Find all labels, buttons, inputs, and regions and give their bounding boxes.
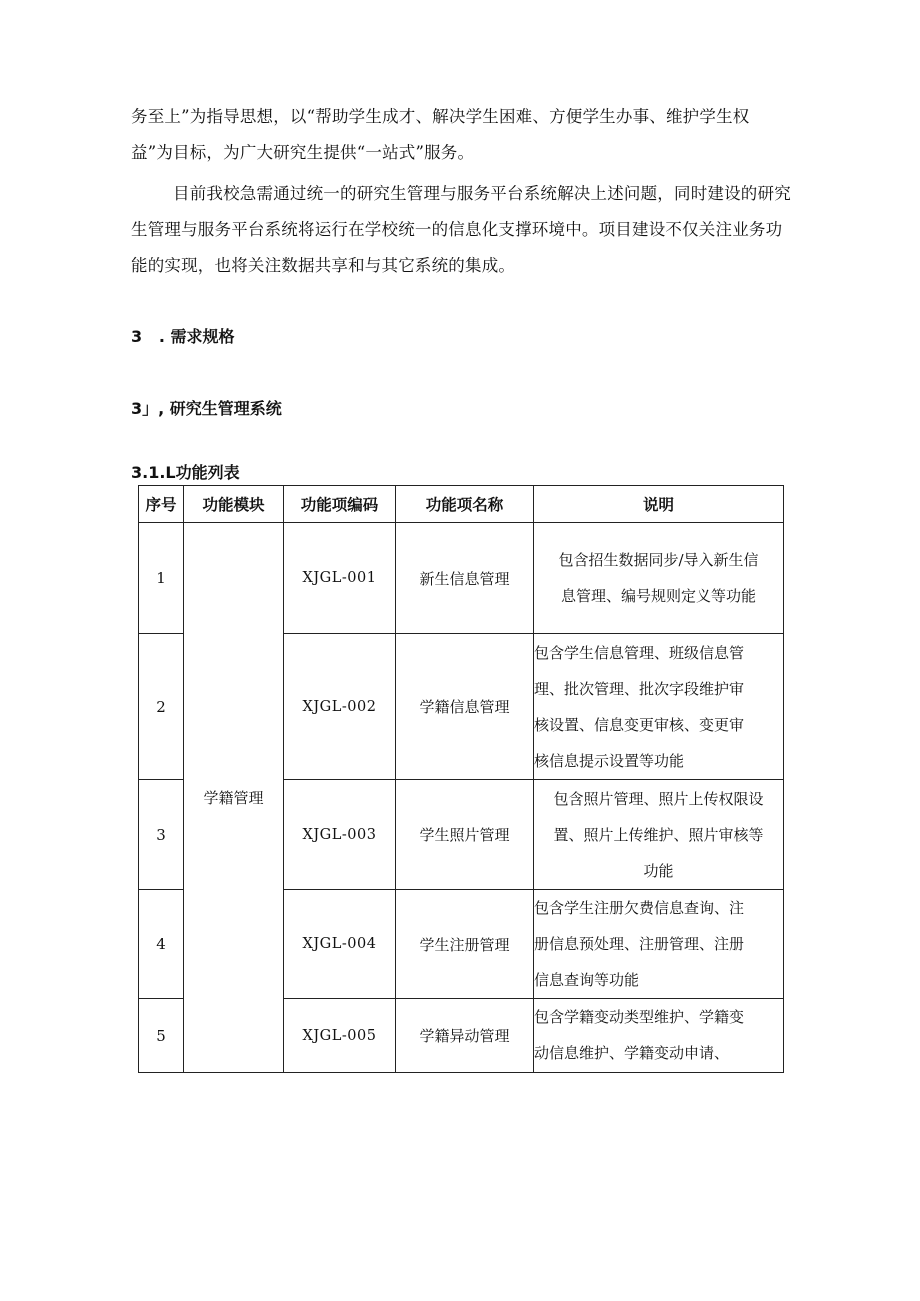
section-heading-3-1-1: 3.1.L功能列表 — [131, 463, 240, 482]
desc-line: 包含招生数据同步/导入新生信 — [558, 551, 759, 569]
cell-seq: 3 — [139, 780, 184, 890]
cell-desc — [534, 999, 784, 1073]
cell-desc — [534, 890, 784, 999]
header-module: 功能模块 — [184, 486, 284, 523]
section-heading-3-1: 3」, 研究生管理系统 — [131, 399, 282, 418]
cell-seq: 1 — [139, 523, 184, 634]
desc-line: 核信息提示设置等功能 — [534, 751, 685, 770]
body-paragraph-2: 目前我校急需通过统一的研究生管理与服务平台系统解决上述问题，同时建设的研究生管理与服务平台系统将运行在学校统一的信息化支撑环境中。项目建设不仅关注业务功能的实现，也将关注数据共享和与其它系统的集成。 — [131, 184, 791, 275]
cell-seq: 5 — [139, 999, 184, 1073]
body-paragraph-1: 务至上”为指导思想，以“帮助学生成才、解决学生困难、方便学生办事、维护学生权益”为目标，为广大研究生提供“一站式”服务。 — [131, 107, 750, 162]
desc-line: 核设置、信息变更审核、变更审 — [534, 715, 745, 734]
table-header-row — [139, 486, 784, 523]
function-list-table — [138, 485, 784, 1073]
header-seq: 序号 — [139, 486, 184, 523]
cell-desc — [534, 780, 784, 890]
desc-line: 理、批次管理、批次字段维护审 — [534, 679, 745, 698]
cell-desc — [534, 523, 784, 634]
desc-line: 包含学生信息管理、班级信息管 — [534, 643, 745, 662]
desc-line: 功能 — [643, 861, 674, 880]
cell-desc — [534, 634, 784, 780]
cell-code: XJGL-001 — [284, 523, 396, 634]
cell-module: 学籍管理 — [184, 523, 284, 1073]
cell-name: 学籍异动管理 — [396, 999, 534, 1073]
cell-code: XJGL-004 — [284, 890, 396, 999]
desc-line: 息管理、编号规则定义等功能 — [560, 587, 756, 605]
desc-line: 包含学生注册欠费信息查询、注 — [534, 899, 745, 917]
cell-code: XJGL-003 — [284, 780, 396, 890]
desc-line: 册信息预处理、注册管理、注册 — [534, 935, 745, 953]
desc-line: 动信息维护、学籍变动申请、 — [534, 1044, 730, 1062]
desc-line: 包含照片管理、照片上传权限设 — [553, 789, 764, 808]
header-name: 功能项名称 — [396, 486, 534, 523]
header-code: 功能项编码 — [284, 486, 396, 523]
cell-seq: 4 — [139, 890, 184, 999]
cell-name: 学生注册管理 — [396, 890, 534, 999]
header-desc: 说明 — [534, 486, 784, 523]
table-row — [139, 523, 784, 634]
section-heading-3: 3 . 需求规格 — [131, 327, 235, 346]
cell-name: 学籍信息管理 — [396, 634, 534, 780]
desc-line: 置、照片上传维护、照片审核等 — [553, 825, 764, 844]
cell-seq: 2 — [139, 634, 184, 780]
desc-line: 信息查询等功能 — [534, 971, 640, 989]
cell-name: 新生信息管理 — [396, 523, 534, 634]
cell-name: 学生照片管理 — [396, 780, 534, 890]
cell-code: XJGL-005 — [284, 999, 396, 1073]
cell-code: XJGL-002 — [284, 634, 396, 780]
desc-line: 包含学籍变动类型维护、学籍变 — [534, 1008, 745, 1026]
